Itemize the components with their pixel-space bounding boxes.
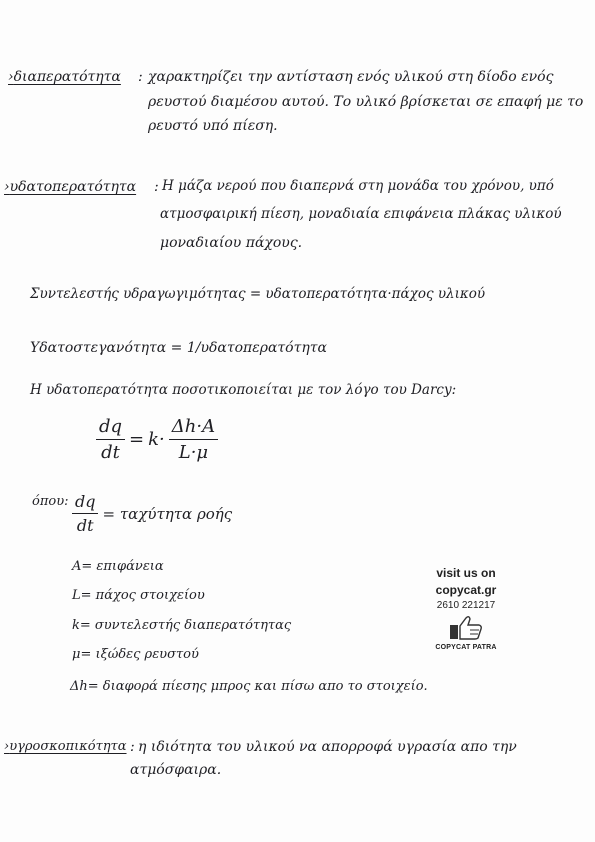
definition-item: Δh= διαφορά πίεσης μπρος και πίσω απο το στοιχείο.	[70, 679, 428, 694]
hydraulic-line-1: Η μάζα νερού που διαπερνά στη μονάδα του χρόνου, υπό	[162, 178, 554, 194]
hydraulic-line-3: μοναδιαίου πάχους.	[160, 235, 303, 251]
waterproofness-relation: Υδατοστεγανότητα = 1/υδατοπερατότητα	[30, 340, 327, 356]
colon: :	[130, 739, 135, 755]
coefficient-k: k·	[148, 429, 165, 450]
fraction-denominator: dt	[76, 516, 94, 535]
coefficient-relation: Συντελεστής υδραγωγιμότητας = υδατοπερατότητα·πάχος υλικού	[30, 286, 486, 302]
where-label: όπου:	[32, 494, 69, 509]
term-label: υδατοπερατότητα	[9, 179, 137, 195]
advert-phone: 2610 221217	[436, 600, 496, 611]
permeability-line-3: ρευστό υπό πίεση.	[148, 118, 278, 134]
copycat-advert	[418, 566, 514, 651]
hydraulic-permeability-term	[4, 180, 136, 194]
colon: :	[154, 179, 159, 195]
flow-rate-description: = ταχύτητα ροής	[102, 504, 233, 523]
hygroscopicity-line-1: η ιδιότητα του υλικού να απορροφά υγρασία απο την	[138, 739, 517, 755]
definition-item: L= πάχος στοιχείου	[72, 588, 205, 603]
advert-logo-text: COPYCAT PATRA	[435, 644, 497, 651]
bullet-marker: ›	[4, 739, 10, 754]
hygroscopicity-line-2: ατμόσφαιρα.	[130, 762, 222, 778]
equals-sign: =	[129, 429, 145, 450]
bullet-marker: ›	[4, 179, 10, 195]
permeability-term	[8, 70, 121, 84]
definition-item: A= επιφάνεια	[72, 559, 164, 574]
fraction-numerator: dq	[96, 416, 125, 440]
where-fraction-line	[72, 492, 236, 535]
bullet-marker: ›	[8, 69, 14, 85]
rhs-fraction	[169, 416, 218, 463]
term-label: υγροσκοπικότητα	[9, 739, 127, 754]
definition-item: k= συντελεστής διαπερατότητας	[72, 618, 292, 633]
darcy-intro: Η υδατοπερατότητα ποσοτικοποιείται με τον λόγο του Darcy:	[30, 382, 457, 398]
permeability-line-1: χαρακτηρίζει την αντίσταση ενός υλικού στη δίοδο ενός	[148, 69, 554, 85]
advert-visit-text: visit us on	[436, 566, 496, 580]
fraction-numerator: dq	[72, 492, 98, 514]
thumbs-up-icon	[448, 615, 484, 641]
flow-rate-fraction	[96, 416, 125, 463]
fraction-numerator: Δh·A	[169, 416, 218, 440]
hydraulic-line-2: ατμοσφαιρική πίεση, μοναδιαία επιφάνεια πλάκας υλικού	[160, 206, 562, 222]
fraction-denominator: dt	[101, 442, 120, 463]
term-label: διαπερατότητα	[13, 69, 121, 85]
colon: :	[138, 69, 143, 85]
permeability-line-2: ρευστού διαμέσου αυτού. Το υλικό βρίσκεται σε επαφή με το	[148, 94, 584, 110]
advert-website[interactable]: copycat.gr	[435, 583, 497, 597]
flow-rate-fraction	[72, 492, 98, 535]
definition-item: μ= ιξώδες ρευστού	[72, 647, 199, 662]
darcy-formula	[96, 416, 222, 463]
hygroscopicity-term	[4, 740, 127, 753]
fraction-denominator: L·μ	[178, 442, 209, 463]
